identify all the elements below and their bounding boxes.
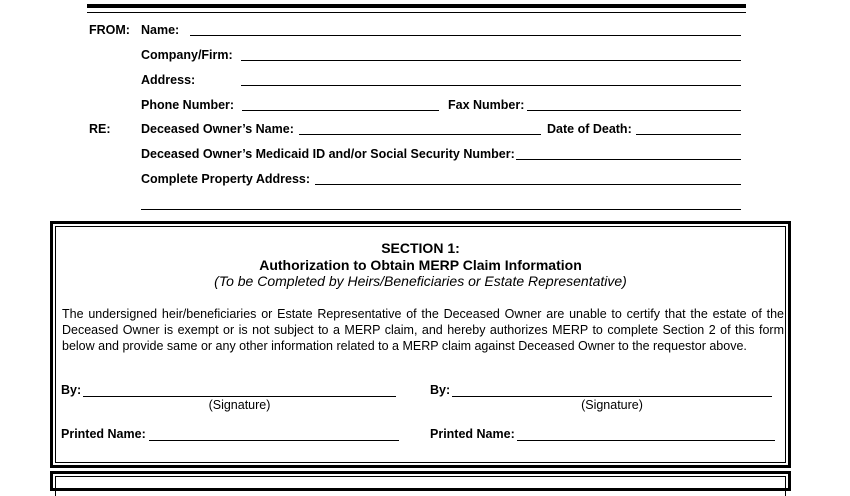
address-label: Address: <box>141 73 196 87</box>
by-left-signature-field[interactable] <box>83 382 396 396</box>
company-label: Company/Firm: <box>141 48 233 62</box>
by-right-signature-field[interactable] <box>452 382 772 396</box>
by-left-underline <box>83 396 396 397</box>
section1-paragraph: The undersigned heir/beneficiaries or Estate Representative of the Deceased Owner are unable to certify that the estate of the Deceased Owner is exempt or is not subject to a MERP claim, and hereby authorizes MERP to complete Section 2 of this form below and provide same or any other information related to a MERP claim against Deceased Owner to the requestor above. <box>62 307 784 353</box>
medicaid-underline <box>516 159 741 160</box>
date-of-death-underline <box>636 134 741 135</box>
section1-note: (To be Completed by Heirs/Beneficiaries or Estate Representative) <box>214 273 627 289</box>
printed-name-right-underline <box>517 440 775 441</box>
top-thick-rule <box>87 4 746 8</box>
fax-underline <box>527 110 741 111</box>
printed-name-right-label: Printed Name: <box>430 427 515 441</box>
section2-inner-border <box>55 476 786 496</box>
name-label: Name: <box>141 23 180 37</box>
property-label: Complete Property Address: <box>141 172 311 186</box>
address-underline <box>241 85 741 86</box>
property-underline-2 <box>141 209 741 210</box>
fax-field[interactable] <box>527 96 741 110</box>
company-field[interactable] <box>241 46 741 60</box>
printed-name-left-field[interactable] <box>149 426 399 440</box>
by-right-label: By: <box>430 383 451 397</box>
owner-name-field[interactable] <box>299 120 541 134</box>
printed-name-left-label: Printed Name: <box>61 427 146 441</box>
fax-label: Fax Number: <box>448 98 525 112</box>
property-field[interactable] <box>315 170 741 184</box>
section1-title: SECTION 1: <box>381 240 460 256</box>
date-of-death-field[interactable] <box>636 120 741 134</box>
printed-name-right-field[interactable] <box>517 426 775 440</box>
by-left-label: By: <box>61 383 82 397</box>
medicaid-field[interactable] <box>516 145 741 159</box>
owner-name-underline <box>299 134 541 135</box>
phone-field[interactable] <box>242 96 439 110</box>
property-field-2[interactable] <box>141 195 741 209</box>
section1-subtitle: Authorization to Obtain MERP Claim Information <box>259 257 582 273</box>
owner-name-label: Deceased Owner’s Name: <box>141 122 294 136</box>
phone-label: Phone Number: <box>141 98 235 112</box>
property-underline <box>315 184 741 185</box>
signature-caption-right: (Signature) <box>581 398 643 412</box>
date-of-death-label: Date of Death: <box>547 122 632 136</box>
phone-underline <box>242 110 439 111</box>
from-label: FROM: <box>89 23 130 37</box>
printed-name-left-underline <box>149 440 399 441</box>
medicaid-label: Deceased Owner’s Medicaid ID and/or Social Security Number: <box>141 147 515 161</box>
company-underline <box>241 60 741 61</box>
signature-caption-left: (Signature) <box>208 398 271 412</box>
address-field[interactable] <box>241 71 741 85</box>
re-label: RE: <box>89 122 111 136</box>
name-field[interactable] <box>190 21 741 35</box>
name-underline <box>190 35 741 36</box>
top-thin-rule <box>87 12 746 13</box>
by-right-underline <box>452 396 772 397</box>
